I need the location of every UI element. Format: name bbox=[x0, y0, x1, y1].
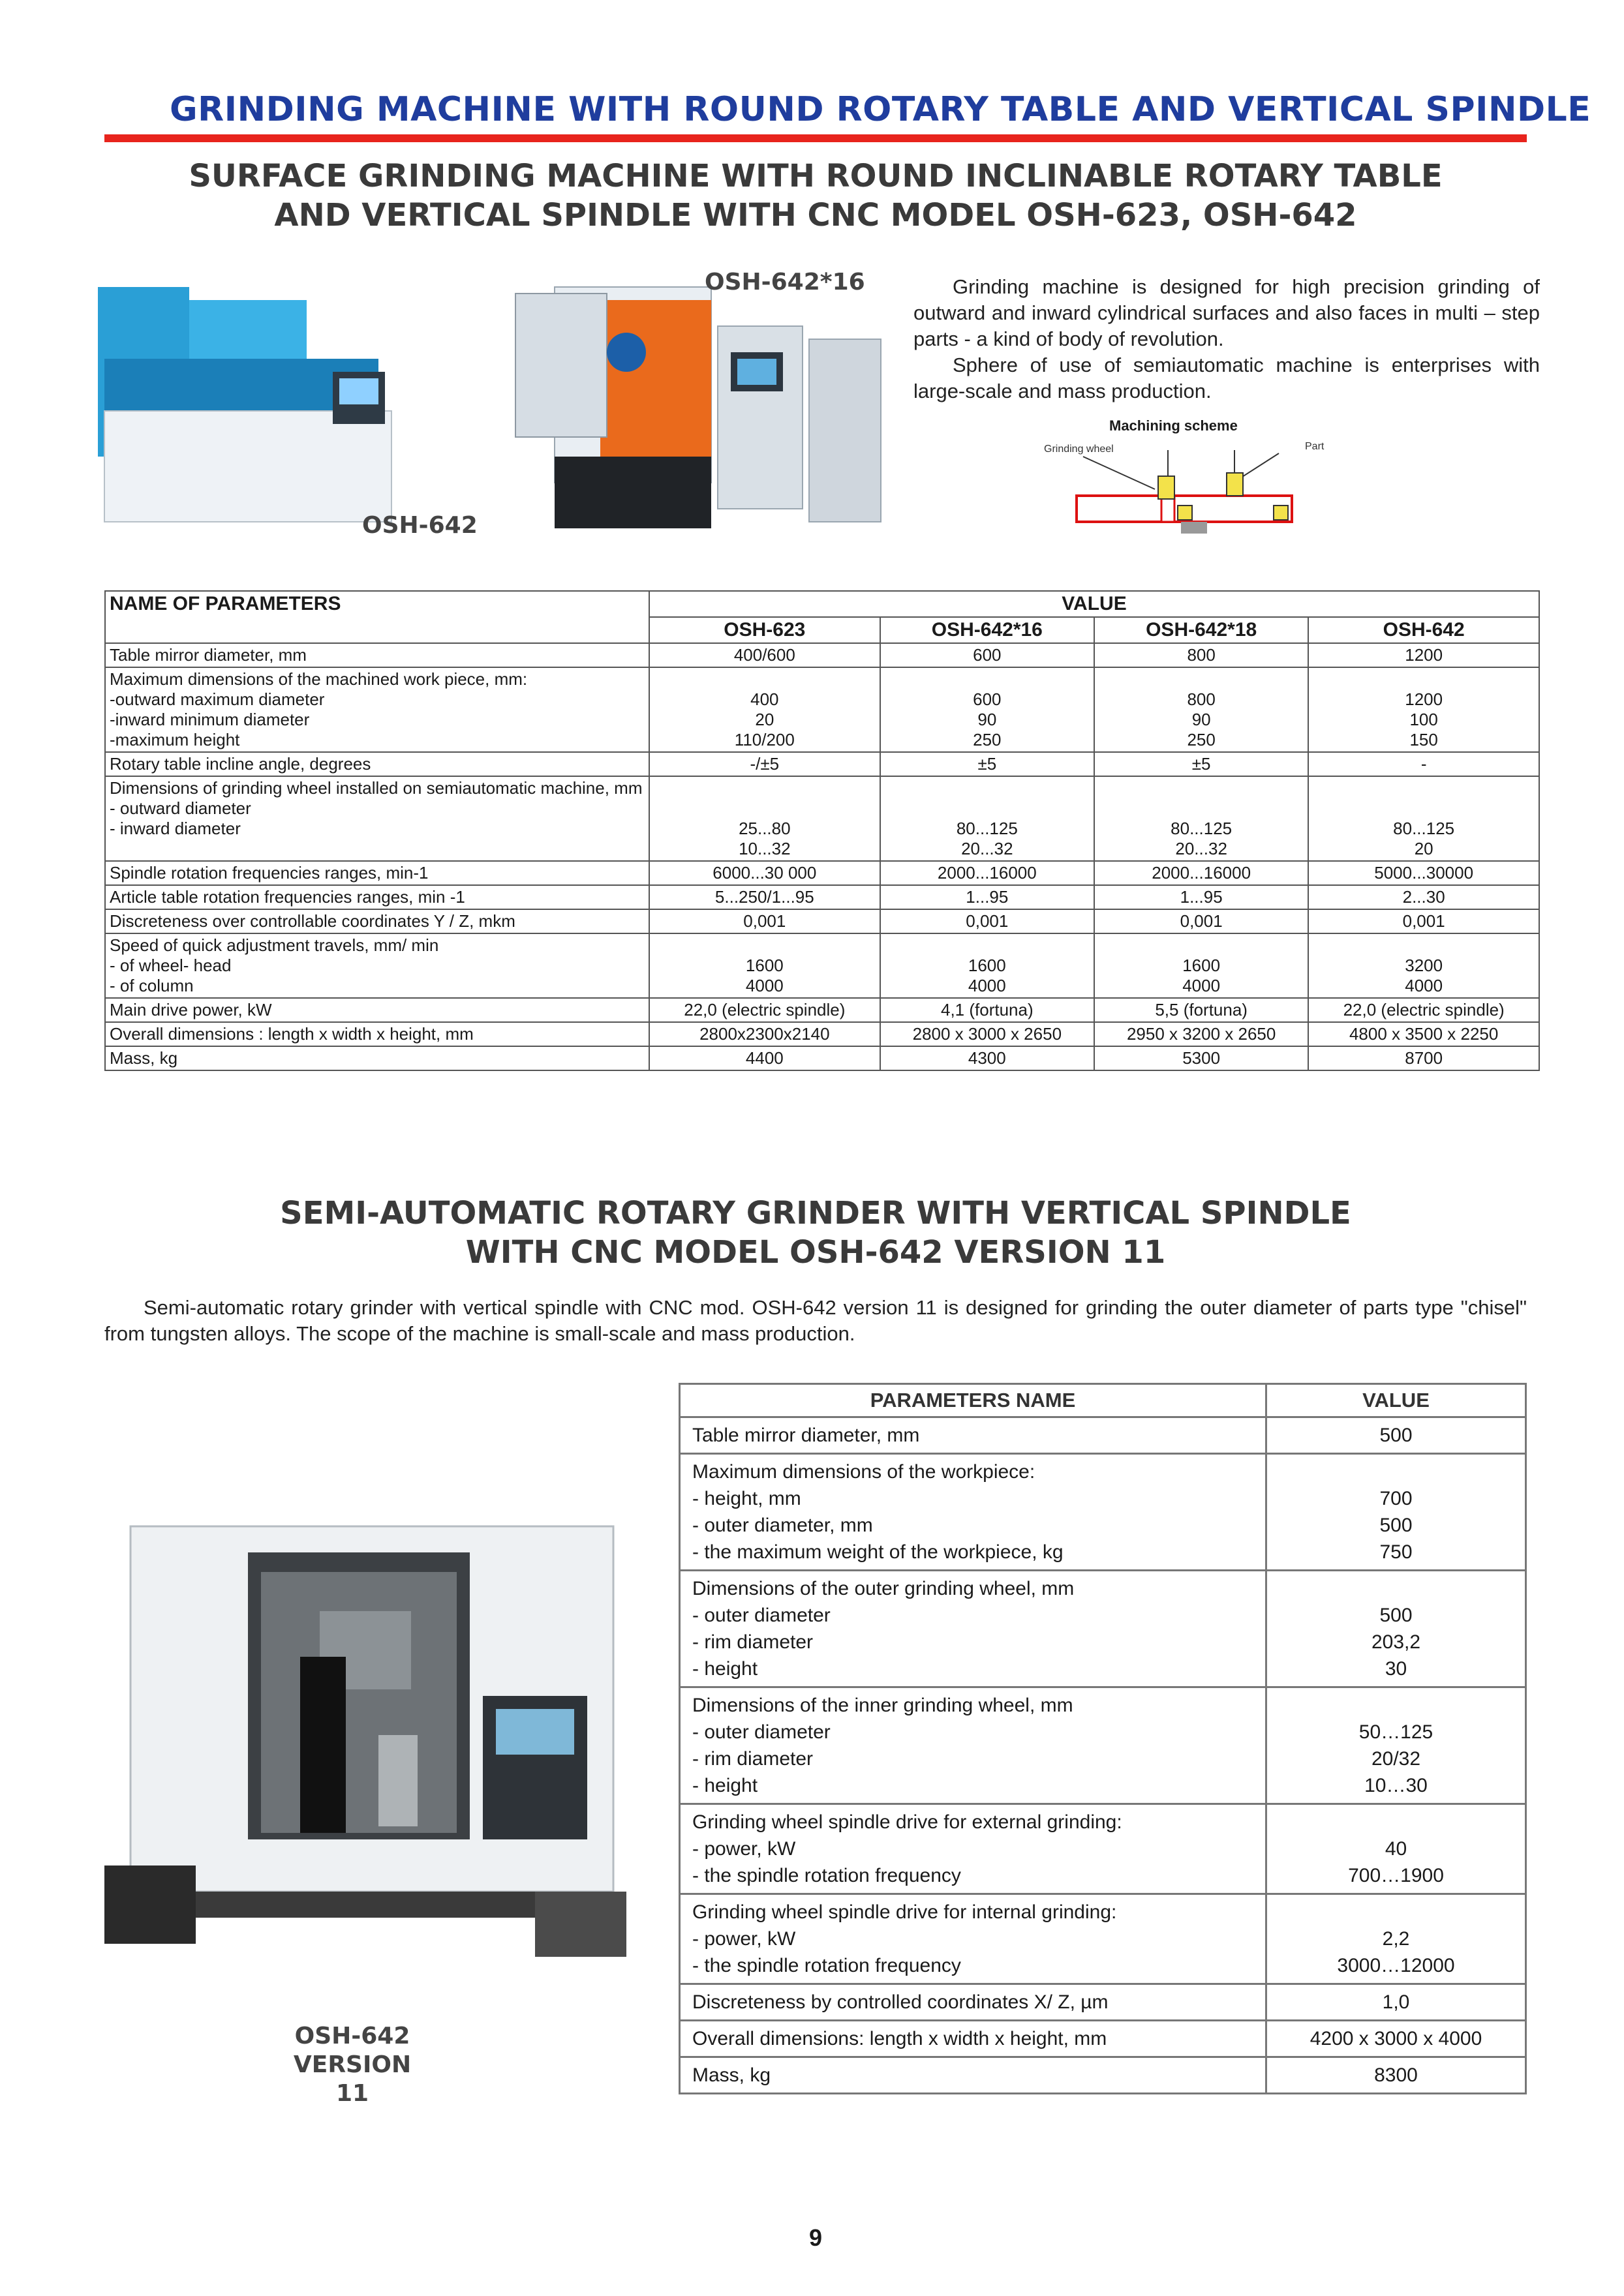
param-value: 600 90 250 bbox=[880, 667, 1094, 752]
table-row bbox=[105, 1046, 1539, 1070]
param-value: 5000...30000 bbox=[1308, 861, 1539, 885]
param-value: 600 bbox=[880, 643, 1094, 667]
param-name: Spindle rotation frequencies ranges, min-1 bbox=[105, 861, 649, 885]
param-value: 0,001 bbox=[649, 909, 880, 933]
table-row bbox=[105, 933, 1539, 998]
param-value: 80...125 20...32 bbox=[1094, 776, 1308, 861]
param-value: 6000...30 000 bbox=[649, 861, 880, 885]
param-name: Discreteness by controlled coordinates X/ Z, µm bbox=[680, 1984, 1266, 2021]
section2-desc-text: Semi-automatic rotary grinder with vertical spindle with CNC mod. OSH-642 version 11 is designed for grinding the outer diameter of parts type "chisel" from tungsten alloys. The scope of the machine is small-scale and mass production. bbox=[104, 1296, 1527, 1345]
table-row bbox=[105, 776, 1539, 861]
param-value: 8700 bbox=[1308, 1046, 1539, 1070]
t1-value-header: VALUE bbox=[649, 591, 1539, 617]
photo-label-osh642-16: OSH-642*16 bbox=[705, 269, 865, 295]
param-name: Grinding wheel spindle drive for internal grinding: - power, kW - the spindle rotation frequency bbox=[680, 1894, 1266, 1984]
t1-name-header: NAME OF PARAMETERS bbox=[105, 591, 649, 643]
param-value: 5,5 (fortuna) bbox=[1094, 998, 1308, 1022]
section2-photo-label-line2: VERSION 11 bbox=[293, 2051, 412, 2107]
param-value: 2,2 3000…12000 bbox=[1266, 1894, 1526, 1984]
param-name: Overall dimensions: length x width x height, mm bbox=[680, 2021, 1266, 2057]
param-value: 4200 x 3000 x 4000 bbox=[1266, 2021, 1526, 2057]
section2-title-line1: SEMI-AUTOMATIC ROTARY GRINDER WITH VERTICAL SPINDLE bbox=[280, 1195, 1351, 1231]
table-row bbox=[105, 643, 1539, 667]
machine-v11-illustration bbox=[104, 1500, 639, 1970]
param-value: 700 500 750 bbox=[1266, 1454, 1526, 1571]
param-value: 3200 4000 bbox=[1308, 933, 1539, 998]
param-value: 2800x2300x2140 bbox=[649, 1022, 880, 1046]
param-value: 4800 x 3500 x 2250 bbox=[1308, 1022, 1539, 1046]
param-name: Dimensions of the outer grinding wheel, mm - outer diameter - rim diameter - height bbox=[680, 1571, 1266, 1687]
param-value: 22,0 (electric spindle) bbox=[649, 998, 880, 1022]
table-row bbox=[680, 1571, 1526, 1687]
table-row bbox=[105, 861, 1539, 885]
section2-title bbox=[104, 1194, 1527, 1272]
scheme-tag-wheel: Grinding wheel bbox=[1044, 444, 1114, 455]
t1-model-header: OSH-642*18 bbox=[1094, 617, 1308, 643]
scheme-tag-part: Part bbox=[1305, 441, 1325, 452]
section2-title-line2: WITH CNC MODEL OSH-642 VERSION 11 bbox=[465, 1234, 1166, 1271]
param-value: 8300 bbox=[1266, 2057, 1526, 2094]
section2-description bbox=[104, 1295, 1527, 1347]
param-value: 2000...16000 bbox=[1094, 861, 1308, 885]
param-value: 5...250/1...95 bbox=[649, 885, 880, 909]
table-row bbox=[680, 1454, 1526, 1571]
machines-illustration bbox=[98, 261, 887, 554]
table-row bbox=[680, 1984, 1526, 2021]
section1-desc-p1: Grinding machine is designed for high precision grinding of outward and inward cylindrical surfaces and also faces in multi – step parts - a kind of body of revolution. bbox=[913, 275, 1540, 350]
param-value: 1...95 bbox=[880, 885, 1094, 909]
table-row bbox=[680, 1687, 1526, 1804]
param-value: 80...125 20 bbox=[1308, 776, 1539, 861]
param-value: 400 20 110/200 bbox=[649, 667, 880, 752]
param-name: Grinding wheel spindle drive for external grinding: - power, kW - the spindle rotation frequency bbox=[680, 1804, 1266, 1894]
section2-photo-label bbox=[281, 2022, 424, 2108]
machining-scheme-diagram bbox=[1070, 450, 1305, 548]
section1-desc-p2: Sphere of use of semiautomatic machine is enterprises with large-scale and mass production. bbox=[913, 354, 1540, 402]
section2-machine-photo bbox=[104, 1500, 639, 1970]
t1-model-header: OSH-623 bbox=[649, 617, 880, 643]
section2-parameters-table bbox=[679, 1383, 1527, 2094]
param-value: 0,001 bbox=[1308, 909, 1539, 933]
table-row bbox=[105, 667, 1539, 752]
param-value: -/±5 bbox=[649, 752, 880, 776]
param-name: Table mirror diameter, mm bbox=[105, 643, 649, 667]
param-name: Dimensions of grinding wheel installed on semiautomatic machine, mm - outward diameter - inward diameter bbox=[105, 776, 649, 861]
param-name: Mass, kg bbox=[105, 1046, 649, 1070]
param-value: - bbox=[1308, 752, 1539, 776]
param-name: Speed of quick adjustment travels, mm/ min - of wheel- head - of column bbox=[105, 933, 649, 998]
table-row bbox=[680, 2021, 1526, 2057]
table-row bbox=[105, 998, 1539, 1022]
page-header-title: GRINDING MACHINE WITH ROUND ROTARY TABLE AND VERTICAL SPINDLE bbox=[170, 90, 1591, 129]
param-value: 0,001 bbox=[1094, 909, 1308, 933]
param-value: 4300 bbox=[880, 1046, 1094, 1070]
photo-label-osh642: OSH-642 bbox=[362, 512, 478, 539]
t1-model-header: OSH-642*16 bbox=[880, 617, 1094, 643]
param-value: 40 700…1900 bbox=[1266, 1804, 1526, 1894]
param-value: 2000...16000 bbox=[880, 861, 1094, 885]
section1-description bbox=[913, 274, 1540, 404]
t2-name-header: PARAMETERS NAME bbox=[680, 1384, 1266, 1417]
param-value: 22,0 (electric spindle) bbox=[1308, 998, 1539, 1022]
param-name: Rotary table incline angle, degrees bbox=[105, 752, 649, 776]
param-value: 2950 x 3200 x 2650 bbox=[1094, 1022, 1308, 1046]
param-value: 1600 4000 bbox=[880, 933, 1094, 998]
param-value: 80...125 20...32 bbox=[880, 776, 1094, 861]
table-row bbox=[680, 2057, 1526, 2094]
page-number: 9 bbox=[808, 2224, 823, 2251]
section1-machine-photo bbox=[98, 261, 887, 554]
param-value: 5300 bbox=[1094, 1046, 1308, 1070]
t1-model-header: OSH-642 bbox=[1308, 617, 1539, 643]
param-value: 500 203,2 30 bbox=[1266, 1571, 1526, 1687]
param-value: 4,1 (fortuna) bbox=[880, 998, 1094, 1022]
section1-title bbox=[104, 157, 1527, 235]
table-row bbox=[680, 1804, 1526, 1894]
param-name: Article table rotation frequencies ranges, min -1 bbox=[105, 885, 649, 909]
param-value: 1200 100 150 bbox=[1308, 667, 1539, 752]
param-value: 400/600 bbox=[649, 643, 880, 667]
param-name: Maximum dimensions of the machined work piece, mm: -outward maximum diameter -inward minimum diameter -maximum height bbox=[105, 667, 649, 752]
section1-title-line1: SURFACE GRINDING MACHINE WITH ROUND INCLINABLE ROTARY TABLE bbox=[189, 158, 1443, 194]
param-value: 4400 bbox=[649, 1046, 880, 1070]
table-row bbox=[680, 1417, 1526, 1454]
param-value: 0,001 bbox=[880, 909, 1094, 933]
param-value: 25...80 10...32 bbox=[649, 776, 880, 861]
param-value: 1...95 bbox=[1094, 885, 1308, 909]
param-value: 800 90 250 bbox=[1094, 667, 1308, 752]
param-value: 2...30 bbox=[1308, 885, 1539, 909]
table-row bbox=[105, 885, 1539, 909]
table-row bbox=[680, 1894, 1526, 1984]
section1-parameters-table bbox=[104, 590, 1540, 1071]
t2-value-header: VALUE bbox=[1266, 1384, 1526, 1417]
param-name: Maximum dimensions of the workpiece: - height, mm - outer diameter, mm - the maximum weight of the workpiece, kg bbox=[680, 1454, 1266, 1571]
param-value: ±5 bbox=[1094, 752, 1308, 776]
machining-scheme-title: Machining scheme bbox=[1109, 417, 1238, 434]
table-row bbox=[105, 752, 1539, 776]
param-value: ±5 bbox=[880, 752, 1094, 776]
param-value: 800 bbox=[1094, 643, 1308, 667]
param-name: Main drive power, kW bbox=[105, 998, 649, 1022]
param-value: 1600 4000 bbox=[1094, 933, 1308, 998]
table-row bbox=[105, 909, 1539, 933]
scheme-drawing bbox=[1070, 450, 1305, 548]
param-name: Discreteness over controllable coordinates Y / Z, mkm bbox=[105, 909, 649, 933]
param-value: 2800 x 3000 x 2650 bbox=[880, 1022, 1094, 1046]
param-name: Overall dimensions : length x width x height, mm bbox=[105, 1022, 649, 1046]
section2-photo-label-line1: OSH-642 bbox=[294, 2023, 410, 2049]
param-name: Mass, kg bbox=[680, 2057, 1266, 2094]
param-value: 1600 4000 bbox=[649, 933, 880, 998]
param-value: 500 bbox=[1266, 1417, 1526, 1454]
param-name: Table mirror diameter, mm bbox=[680, 1417, 1266, 1454]
param-value: 50…125 20/32 10…30 bbox=[1266, 1687, 1526, 1804]
param-name: Dimensions of the inner grinding wheel, mm - outer diameter - rim diameter - height bbox=[680, 1687, 1266, 1804]
param-value: 1,0 bbox=[1266, 1984, 1526, 2021]
header-red-rule bbox=[104, 134, 1527, 142]
param-value: 1200 bbox=[1308, 643, 1539, 667]
table-row bbox=[105, 1022, 1539, 1046]
section1-title-line2: AND VERTICAL SPINDLE WITH CNC MODEL OSH-623, OSH-642 bbox=[274, 197, 1357, 234]
